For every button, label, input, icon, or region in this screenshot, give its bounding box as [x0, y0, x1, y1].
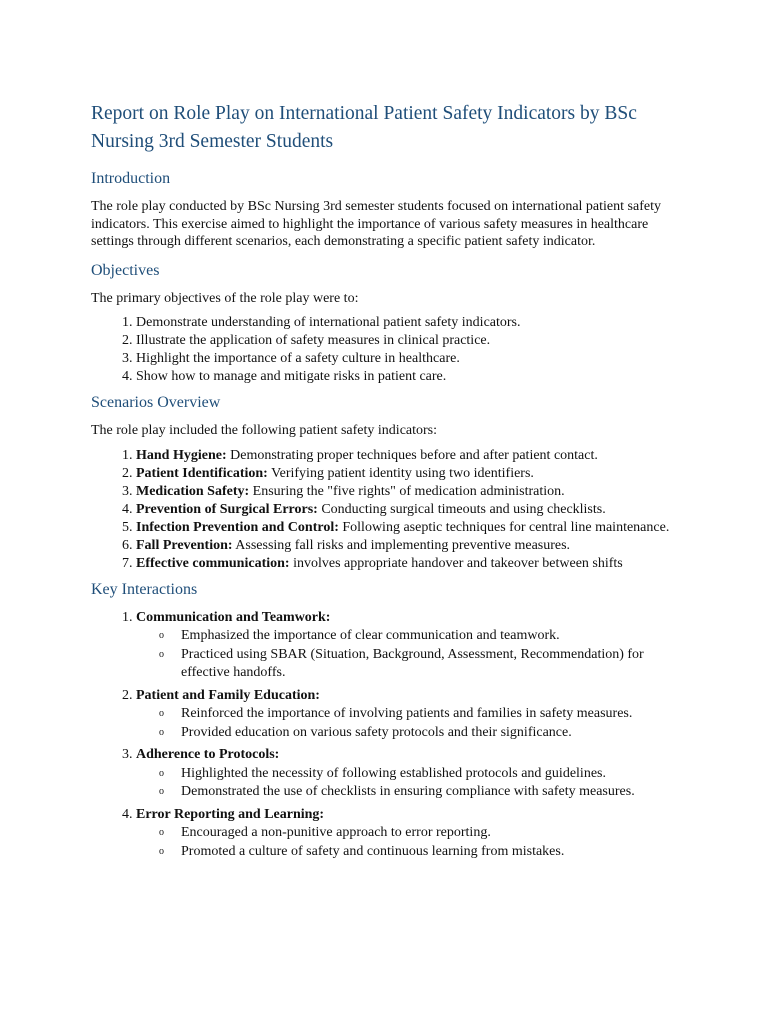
interaction-item	[136, 746, 691, 802]
circle-bullet-icon: o	[159, 767, 164, 779]
scenario-term: Infection Prevention and Control:	[136, 519, 339, 535]
scenario-item	[136, 519, 691, 537]
objective-item: 3. Highlight the importance of a safety culture in healthcare.	[136, 350, 691, 368]
circle-bullet-icon: o	[159, 845, 164, 857]
circle-bullet-icon: o	[159, 726, 164, 738]
scenario-text: Following aseptic techniques for central line maintenance.	[338, 519, 670, 535]
scenario-item	[136, 537, 691, 555]
scenarios-list	[91, 447, 691, 573]
interaction-point	[159, 843, 691, 862]
objective-item: 1. Demonstrate understanding of international patient safety indicators.	[136, 314, 691, 332]
scenario-text: involves appropriate handover and takeover between shifts	[289, 555, 623, 571]
document-title: Report on Role Play on International Patient Safety Indicators by BSc Nursing 3rd Semester Students	[91, 103, 637, 152]
interaction-point	[159, 646, 691, 683]
circle-bullet-icon: o	[159, 708, 164, 720]
interaction-item	[136, 806, 691, 862]
interaction-point	[159, 765, 691, 784]
circle-bullet-icon: o	[159, 827, 164, 839]
scenario-text: Demonstrating proper techniques before and after patient contact.	[226, 447, 598, 463]
interaction-point-text: Encouraged a non-punitive approach to error reporting.	[181, 825, 491, 841]
interaction-item	[136, 609, 691, 683]
interaction-point-text: Emphasized the importance of clear communication and teamwork.	[181, 628, 560, 644]
interaction-item	[136, 687, 691, 743]
objectives-intro: The primary objectives of the role play were to:	[91, 290, 359, 306]
interaction-point	[159, 824, 691, 843]
interaction-point	[159, 705, 691, 724]
interaction-title: Error Reporting and Learning:	[136, 806, 325, 822]
scenario-item	[136, 465, 691, 483]
scenario-text: Verifying patient identity using two identifiers.	[267, 465, 534, 481]
interaction-point-text: Promoted a culture of safety and continuous learning from mistakes.	[181, 843, 565, 859]
interaction-title: Communication and Teamwork:	[136, 609, 331, 625]
scenario-text: Conducting surgical timeouts and using checklists.	[317, 501, 606, 517]
circle-bullet-icon: o	[159, 648, 164, 660]
scenario-term: Prevention of Surgical Errors:	[136, 501, 318, 517]
interaction-title: Patient and Family Education:	[136, 687, 320, 703]
interaction-point	[159, 724, 691, 743]
document-body	[91, 100, 691, 867]
scenario-term: Effective communication:	[136, 555, 290, 571]
circle-bullet-icon: o	[159, 630, 164, 642]
interaction-points	[136, 705, 691, 742]
objectives-list	[91, 314, 691, 386]
interaction-point-text: Reinforced the importance of involving patients and families in safety measures.	[181, 706, 633, 722]
interaction-points	[136, 824, 691, 861]
objective-item: 4. Show how to manage and mitigate risks in patient care.	[136, 368, 691, 386]
interaction-point-text: Practiced using SBAR (Situation, Background, Assessment, Recommendation) for effective handoffs.	[181, 646, 644, 681]
interaction-point	[159, 627, 691, 646]
interaction-point-text: Highlighted the necessity of following established protocols and guidelines.	[181, 765, 606, 781]
interaction-point-text: Provided education on various safety protocols and their significance.	[181, 724, 572, 740]
scenarios-heading: Scenarios Overview	[91, 394, 221, 412]
objective-item: 2. Illustrate the application of safety measures in clinical practice.	[136, 332, 691, 350]
circle-bullet-icon: o	[159, 786, 164, 798]
scenario-text: Assessing fall risks and implementing preventive measures.	[232, 537, 571, 553]
scenario-term: Hand Hygiene:	[136, 447, 227, 463]
scenario-item	[136, 501, 691, 519]
scenario-term: Fall Prevention:	[136, 537, 233, 553]
interaction-point	[159, 783, 691, 802]
interaction-point-text: Demonstrated the use of checklists in ensuring compliance with safety measures.	[181, 784, 635, 800]
scenario-term: Patient Identification:	[136, 465, 268, 481]
scenarios-intro: The role play included the following patient safety indicators:	[91, 423, 438, 439]
scenario-item	[136, 447, 691, 465]
introduction-heading: Introduction	[91, 170, 171, 187]
key-interactions-list	[91, 609, 691, 862]
interaction-points	[136, 765, 691, 802]
scenario-text: Ensuring the "five rights" of medication administration.	[249, 483, 565, 499]
scenario-term: Medication Safety:	[136, 483, 250, 499]
interaction-title: Adherence to Protocols:	[136, 747, 280, 763]
objectives-heading: Objectives	[91, 261, 160, 279]
scenario-item	[136, 555, 691, 573]
scenario-item	[136, 483, 691, 501]
interaction-points	[136, 627, 691, 683]
introduction-text: The role play conducted by BSc Nursing 3rd semester students focused on international patient safety indicators. This exercise aimed to highlight the importance of various safety measures in healthcare settings through different scenarios, each demonstrating a specific patient safety indicator.	[91, 199, 661, 250]
key-interactions-heading: Key Interactions	[91, 580, 198, 598]
